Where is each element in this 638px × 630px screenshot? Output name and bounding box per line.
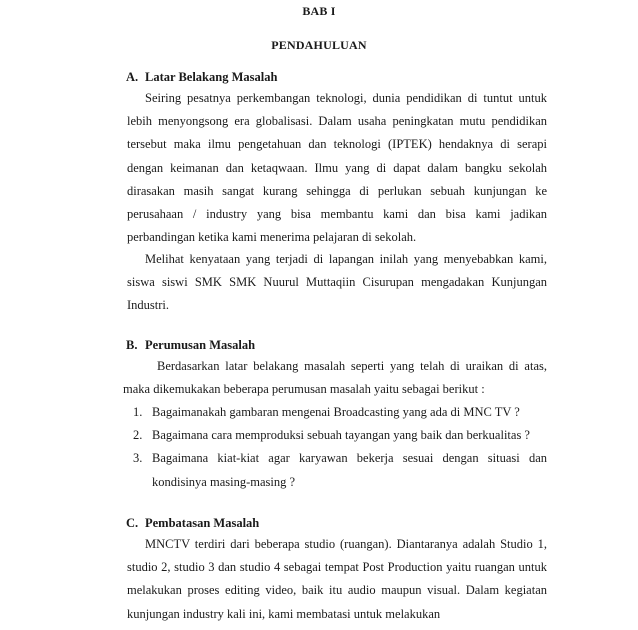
list-item: 2. Bagaimana cara memproduksi sebuah tayangan yang baik dan berkualitas ? [133,428,530,443]
section-b-letter: B. [126,338,138,352]
section-a-paragraph-2: Melihat kenyataan yang terjadi di lapangan inilah yang menyebabkan kami, siswa siswi SMK SMK Nuurul Muttaqiin Cisurupan mengadakan Kunjungan Industri. [127,252,547,313]
section-b-title: Perumusan Masalah [145,338,256,352]
section-a-heading [126,70,277,85]
section-c-paragraph-1: MNCTV terdiri dari beberapa studio (ruangan). Diantaranya adalah Studio 1, studio 2, studio 3 dan studio 4 sebagai tempat Post Production yaitu ruangan untuk melakukan proses editing video, baik itu audio maupun visual. Dalam kegiatan kunjungan industry kali ini, kami membatasi untuk melakukan [127,537,547,621]
section-c-letter: C. [126,516,139,530]
chapter-title: PENDAHULUAN [271,38,367,52]
section-b-heading [126,338,255,353]
section-a-title: Latar Belakang Masalah [145,70,278,84]
section-a-paragraph-1: Seiring pesatnya perkembangan teknologi, dunia pendidikan di tuntut untuk lebih menyongsong era globalisasi. Dalam usaha peningkatan mutu pendidikan tersebut maka ilmu pengetahuan dan teknologi (IPTEK) hendaknya di serapi dengan keimanan dan ketaqwaan. Ilmu yang di dapat dalam bangku sekolah dirasakan masih sangat kurang sehingga di perlukan sebuah kunjungan ke perusahaan / industry yang bisa membantu kami dan bisa kami jadikan perbandingan ketika kami menerima pelajaran di sekolah. [127,91,547,245]
problem-list [127,401,547,494]
list-item: 3. Bagaimana kiat-kiat agar karyawan bekerja sesuai dengan situasi dan kondisinya masing-masing ? [133,451,547,489]
section-c-title: Pembatasan Masalah [145,516,260,530]
section-b-paragraph-1: Berdasarkan latar belakang masalah seperti yang telah di uraikan di atas, maka dikemukakan beberapa perumusan masalah yaitu sebagai berikut : [123,359,547,397]
list-item: 1. Bagaimanakah gambaran mengenai Broadcasting yang ada di MNC TV ? [133,405,520,419]
chapter-number: BAB I [302,4,336,18]
section-c-heading [126,516,259,531]
section-a-letter: A. [126,70,139,84]
